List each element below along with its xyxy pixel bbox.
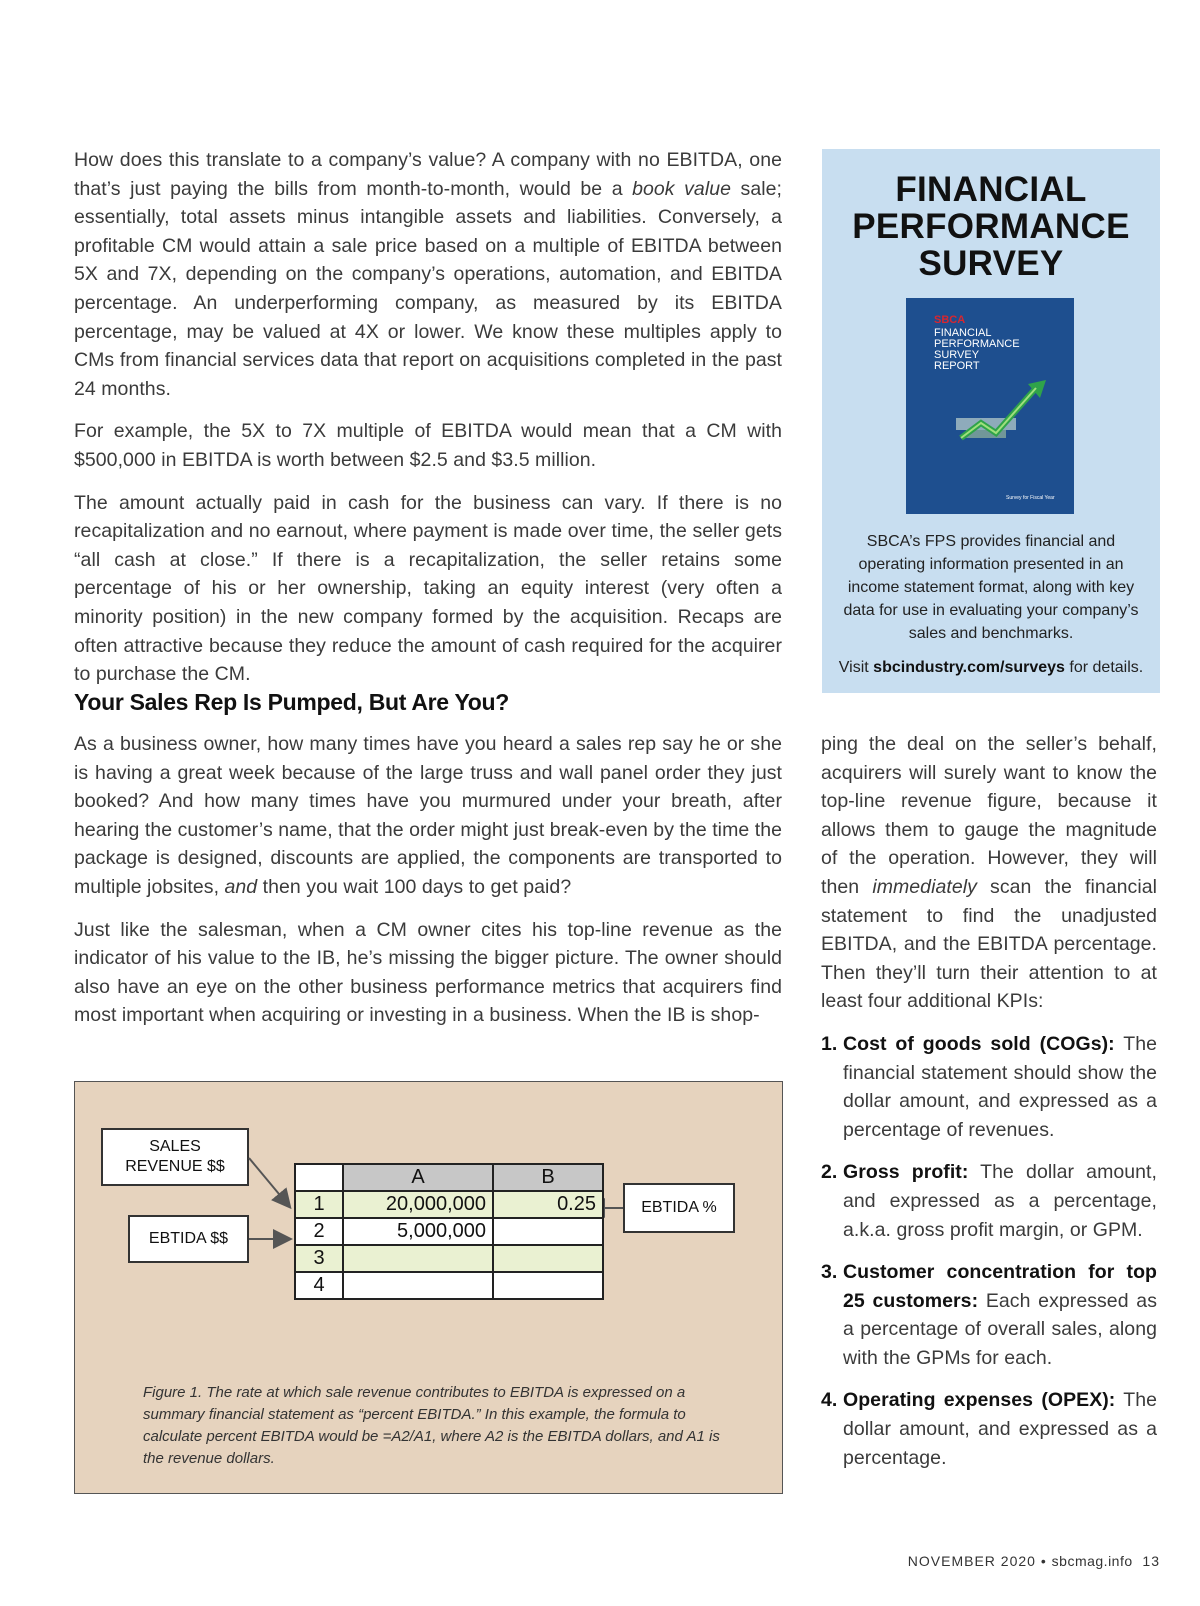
sidebar-visit: Visit sbcindustry.com/surveys for details. bbox=[838, 659, 1144, 676]
paragraph-acquirers: ping the deal on the seller’s behalf, acquirers will surely want to know the top-line revenue figure, because it allows them to gauge the magnitude of the operation. However, they will then immediately scan the financial statement to find the unadjusted EBITDA, and the EBITDA percentage. Then they’ll turn their attention to at least four additional KPIs: bbox=[821, 733, 1158, 1013]
cell-b3 bbox=[493, 1245, 603, 1272]
column-header-b: B bbox=[493, 1164, 603, 1191]
column-header-a: A bbox=[343, 1164, 493, 1191]
spreadsheet bbox=[294, 1163, 604, 1300]
label-sales-revenue: SALES REVENUE $$ bbox=[101, 1128, 249, 1186]
cell-a4 bbox=[343, 1272, 493, 1299]
cell-a3 bbox=[343, 1245, 493, 1272]
cell-b2 bbox=[493, 1218, 603, 1245]
figure-caption: Figure 1. The rate at which sale revenue contributes to EBITDA is expressed on a summary financial statement as “percent EBITDA.” In this example, the formula to calculate percent EBITDA would be =A2/A1, where A2 is the EBITDA dollars, and A1 is the revenue dollars. bbox=[143, 1384, 720, 1467]
label-ebitda-percent: EBTIDA % bbox=[623, 1183, 735, 1233]
section-heading: Your Sales Rep Is Pumped, But Are You? bbox=[74, 689, 510, 715]
cover-brand: SBCA bbox=[934, 314, 966, 326]
kpi-item: 4. Operating expenses (OPEX): The dollar amount, and expressed as a percentage. bbox=[821, 1389, 1157, 1469]
paragraph-example: For example, the 5X to 7X multiple of EBITDA would mean that a CM with $500,000 in EBITDA is worth between $2.5 and $3.5 million. bbox=[74, 420, 782, 471]
article-left-top bbox=[74, 146, 782, 703]
kpi-list bbox=[821, 1030, 1157, 1472]
cell-a1: 20,000,000 bbox=[343, 1191, 493, 1218]
paragraph-salesman: Just like the salesman, when a CM owner cites his top-line revenue as the indicator of his value to the IB, he’s missing the bigger picture. The owner should also have an eye on the other business performance metrics that acquirers find most important when acquiring or investing in a business. When the IB is shop- bbox=[74, 918, 782, 1027]
sidebar-description: SBCA’s FPS provides financial and operating information presented in an income statement format, along with key data for use in evaluating your company’s sales and benchmarks. bbox=[843, 533, 1139, 642]
cell-a2: 5,000,000 bbox=[343, 1218, 493, 1245]
kpi-item: 2. Gross profit: The dollar amount, and expressed as a percentage, a.k.a. gross profit margin, or GPM. bbox=[821, 1161, 1157, 1241]
corner-cell bbox=[295, 1164, 343, 1191]
row-number: 1 bbox=[295, 1191, 343, 1218]
fps-sidebar bbox=[822, 149, 1160, 693]
page-number: 13 bbox=[1142, 1553, 1160, 1569]
cover-title: FINANCIAL PERFORMANCE SURVEY REPORT bbox=[934, 327, 1020, 372]
table-row bbox=[295, 1218, 603, 1245]
issue-date: NOVEMBER 2020 bbox=[907, 1553, 1036, 1569]
page-footer bbox=[908, 1553, 1160, 1569]
header-row bbox=[295, 1164, 603, 1191]
row-number: 4 bbox=[295, 1272, 343, 1299]
figure-ebitda bbox=[74, 1081, 783, 1494]
label-ebitda-dollars: EBTIDA $$ bbox=[128, 1215, 249, 1263]
cover-footer: Survey for Fiscal Year bbox=[1006, 495, 1055, 501]
arrow-sales-to-a1 bbox=[249, 1158, 289, 1206]
table-row bbox=[295, 1272, 603, 1299]
table-row bbox=[295, 1191, 603, 1218]
cell-b4 bbox=[493, 1272, 603, 1299]
kpi-item: 3. Customer concentration for top 25 customers: Each expressed as a percentage of overall sales, along with the GPMs for each. bbox=[821, 1261, 1158, 1369]
article-left-bottom bbox=[74, 730, 782, 1044]
footer-site-link[interactable]: sbcmag.info bbox=[1051, 1553, 1133, 1569]
footer-separator: • bbox=[1040, 1553, 1047, 1569]
table-row bbox=[295, 1245, 603, 1272]
sidebar-title: FINANCIAL PERFORMANCE SURVEY bbox=[852, 170, 1130, 283]
report-cover-image[interactable] bbox=[906, 298, 1074, 514]
paragraph-valuation: How does this translate to a company’s value? A company with no EBITDA, one that’s just paying the bills from month-to-month, would be a book value sale; essentially, total assets minus intangible assets and liabilities. Conversely, a profitable CM would attain a sale price based on a multiple of EBITDA between 5X and 7X, depending on the company’s operations, automation, and EBITDA percentage. An underperforming company, as measured by its EBITDA percentage, may be valued at 4X or lower. We know these multiples apply to CMs from financial services data that report on acquisitions completed in the past 24 months. bbox=[74, 149, 782, 400]
paragraph-sales-rep: As a business owner, how many times have you heard a sales rep say he or she is having a great week because of the large truss and wall panel order they just booked? And how many times have you murmured under your breath, after hearing the customer’s name, that the order might just break-even by the time the package is designed, discounts are applied, the components are transported to multiple jobsites, and then you wait 100 days to get paid? bbox=[74, 733, 782, 898]
paragraph-cash-paid: The amount actually paid in cash for the business can vary. If there is no recapitalization and no earnout, where payment is made over time, the seller gets “all cash at close.” If there is a recapitalization, the seller retains some percentage of his or her ownership, taking an equity interest (very often a minority position) in the new company formed by the acquisition. Recaps are often attractive because they reduce the amount of cash required for the acquirer to purchase the CM. bbox=[74, 491, 782, 686]
survey-link[interactable]: sbcindustry.com/surveys bbox=[873, 659, 1065, 676]
row-number: 2 bbox=[295, 1218, 343, 1245]
growth-arrow-icon bbox=[906, 298, 1074, 514]
cell-b1: 0.25 bbox=[493, 1191, 603, 1218]
kpi-item: 1. Cost of goods sold (COGs): The financial statement should show the dollar amount, and expressed as a percentage of revenues. bbox=[821, 1032, 1157, 1141]
row-number: 3 bbox=[295, 1245, 343, 1272]
article-right-column bbox=[821, 730, 1157, 1486]
